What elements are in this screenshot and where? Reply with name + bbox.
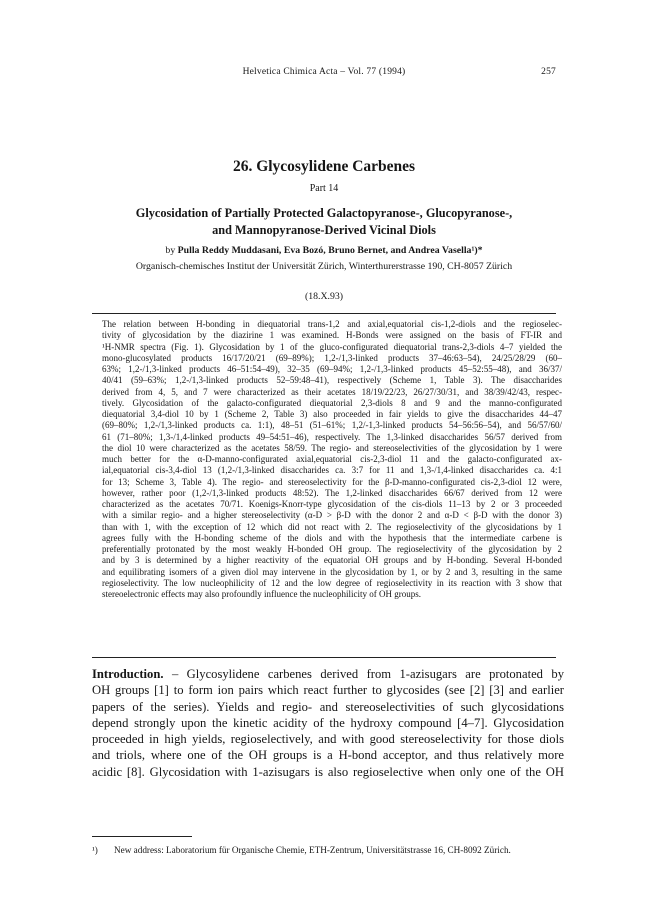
series-part: Part 14 [309, 183, 339, 194]
abstract-line: The relation between H-bonding in diequatorial trans-1,2 and axial,equatorial cis-1,2-diols and the regioselec- [102, 319, 562, 329]
subtitle-line: Glycosidation of Partially Protected Galactopyranose-, Glucopyranose-, [135, 206, 513, 220]
abstract-line: 63%; 1,2-/1,3-linked products 46–51:54–49), 32–35 (69–94%; 1,2-/1,3-linked products 45–52:55–48), and 36/37/ [102, 364, 562, 374]
intro-line [92, 666, 564, 682]
abstract-line: (69–80%; 1,2-/1,3-linked products ca. 1:1), 48–51 (51–61%; 1,2/-1,3-linked products 54–56:56–54), and 56/57/60/ [102, 420, 562, 431]
abstract-line: stereoelectronic effects may also profoundly influence the nucleophilicity of OH groups. [102, 589, 421, 599]
abstract-line: the diol 10 were characterized as the acetates 58/59. The regio- and stereoselectivities of the glycosidation by 1 were [102, 442, 562, 453]
abstract [102, 319, 562, 600]
abstract-bottom-rule [92, 657, 556, 658]
abstract-line: tively. Glycosidation of the galacto-configurated diequatorial 2,3-diols 8 and 9 and the manno-configurated [102, 397, 562, 408]
intro-line: depend strongly upon the kinetic acidity of the hydroxy compound [4–7]. Glycosidation [92, 715, 564, 730]
abstract-line: with a similar regio- and a higher stereoselectivity (α-D > β-D with the donor 2 and α-D < β-D with the donor 3) [102, 510, 562, 521]
abstract-line: however, rather poor (1,2-/1,3-linked products 48:52). The 1,2-linked disaccharides 66/67 derived from 12 were [102, 487, 562, 498]
abstract-line: agrees fully with the H-bonding scheme of the diols and with the hypothesis that the intermediate carbene is [102, 532, 562, 543]
author-names: Pulla Reddy Muddasani, Eva Bozó, Bruno Bernet, and Andrea Vasella¹)* [177, 245, 483, 256]
abstract-line: 61 (71–80%; 1,3-/1,4-linked products 49–54:51–46), respectively. The 1,3-linked disaccharides 56/57 derived from [102, 431, 562, 442]
intro-line: proceeded in high yields, regioselectively, and with good stereoselectivity for those diols [92, 732, 564, 747]
abstract-line: derived from 4, 5, and 7 were characterized as their acetates 18/19/22/23, 26/27/30/31, and 38/39/42/43, respec- [102, 386, 562, 397]
affiliation: Organisch-chemisches Institut der Universität Zürich, Winterthurerstrasse 190, CH-8057 Zürich [135, 261, 513, 272]
article-subtitle [92, 205, 556, 239]
intro-first-line-text: – Glycosylidene carbenes derived from 1-azisugars are protonated by [163, 667, 564, 681]
footnote [92, 845, 564, 855]
abstract-line: and by 3 is determined by a higher reactivity of the equatorial OH groups and by H-bonding. Several H-bonded [102, 555, 562, 566]
abstract-line: than with 1, with the exception of 12 which did not react with 2. The regioselectivity of the glycosidations by 1 [102, 521, 562, 532]
journal-citation: Helvetica Chimica Acta – Vol. 77 (1994) [242, 67, 406, 77]
abstract-top-rule [92, 313, 556, 314]
abstract-line: preferentially protonated by the most weakly H-bonded OH group. The regioselectivity of the glycosidation by 2 [102, 544, 562, 554]
abstract-line: ial,equatorial cis-3,4-diol 13 (1,2-/1,3-linked disaccharides ca. 3:7 for 11 and 1,3-/1,4-linked disaccharides ca. 4:1 [102, 465, 562, 476]
footnote-mark: ¹) [92, 845, 98, 855]
abstract-line: and equilibrating isomers of a given diol may intervene in the glycosidation by 1, or by 2 and 3, resulting in the same [102, 566, 562, 577]
abstract-line: characterized as the acetates 70/71. Koenigs-Knorr-type glycosidation of the cis-diols 11–13 by 2 or 3 proceeded [102, 499, 562, 509]
article-title: 26. Glycosylidene Carbenes [232, 158, 416, 175]
abstract-line: for 13; Scheme 3, Table 4). The regio- and stereoselectivity for the β-D-manno-configurated cis-2,3-diol 12 were, [102, 476, 562, 487]
received-date: (18.X.93) [304, 291, 344, 302]
running-header [92, 67, 556, 81]
intro-line: and triols, where one of the OH groups is a H-bond acceptor, and thus relatively more [92, 748, 564, 763]
abstract-line: diequatorial 3,4-diol 10 by 1 (Scheme 2, Table 3) also proceeded in fair yields to give the disaccharides 44–47 [102, 409, 562, 419]
intro-line: papers of the series). Yields and regio- and stereoselectivities of such glycosidations [92, 699, 564, 714]
introduction-section [92, 666, 564, 780]
subtitle-line: and Mannopyranose-Derived Vicinal Diols [212, 223, 436, 237]
footnote-text: New address: Laboratorium für Organische Chemie, ETH-Zentrum, Universitätstrasse 16, CH-8092 Zürich. [114, 845, 511, 855]
intro-line: OH groups [1] to form ion pairs which react further to glycosides (see [2] [3] and earlier [92, 683, 564, 698]
abstract-line: much better for the α-D-manno-configurated axial,equatorial cis-2,3-diol 11 and the galacto-configurated ax- [102, 454, 562, 464]
abstract-line: tivity of glycosidation by the diazirine 1 was examined. H-Bonds were assigned on the basis of FT-IR and [102, 330, 562, 341]
intro-heading: Introduction. [92, 667, 164, 681]
intro-line: acidic [8]. Glycosidation with 1-azisugars is also regioselective when only one of the OH [92, 764, 564, 779]
authors-prefix: by [165, 245, 178, 256]
abstract-line: ¹H-NMR spectra (Fig. 1). Glycosidation by 1 of the gluco-configurated diequatorial trans-2,3-diols 4–7 yielded the [102, 341, 562, 352]
abstract-line: mono-glucosylated products 16/17/20/21 (69–89%); 1,2-/1,3-linked products 37–46:63–54), 24/25/28/29 (60– [102, 352, 562, 363]
author-line [92, 245, 556, 256]
page-number: 257 [541, 67, 556, 77]
abstract-line: regioselectivity. The low nucleophilicity of 12 and the low degree of regioselectivity in its reaction with 3 show that [102, 577, 562, 588]
footnote-rule [92, 836, 192, 837]
abstract-line: 40/41 (59–63%; 1,2-/1,3-linked products 52–59:48–41), respectively (Scheme 1, Table 3). The disaccharides [102, 375, 562, 386]
